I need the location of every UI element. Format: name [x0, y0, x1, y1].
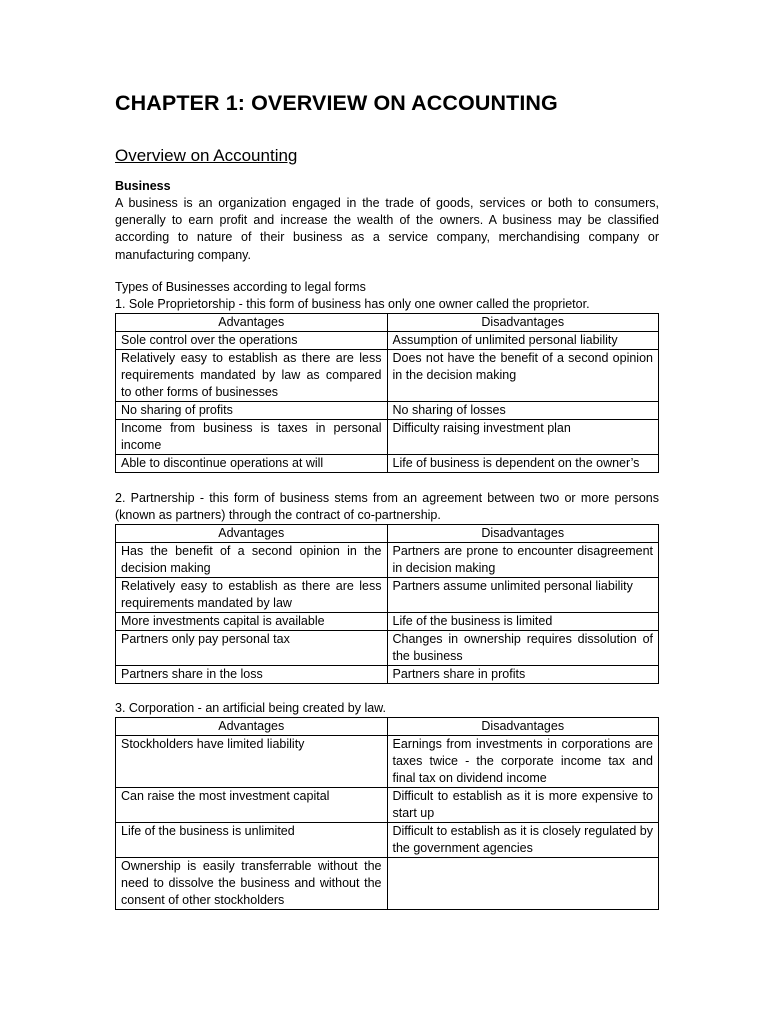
table-row — [116, 630, 659, 665]
table-row — [116, 419, 659, 454]
table-row — [116, 787, 659, 822]
section-title: Overview on Accounting — [115, 146, 298, 165]
advantage-cell: Sole control over the operations — [116, 331, 388, 349]
page-content — [115, 89, 659, 910]
table-row — [116, 331, 659, 349]
table-header-row — [116, 524, 659, 542]
disadvantage-cell: Assumption of unlimited personal liability — [387, 331, 659, 349]
advantage-cell: Partners share in the loss — [116, 665, 388, 683]
disadvantage-cell: Life of business is dependent on the owner’s — [387, 454, 659, 472]
table-header-row — [116, 313, 659, 331]
table-row — [116, 349, 659, 401]
corporation-table — [115, 717, 659, 910]
table-header-row — [116, 717, 659, 735]
disadvantages-header: Disadvantages — [387, 524, 659, 542]
disadvantage-cell: Partners are prone to encounter disagreement in decision making — [387, 542, 659, 577]
disadvantage-cell: Changes in ownership requires dissolution of the business — [387, 630, 659, 665]
advantage-cell: Relatively easy to establish as there are less requirements mandated by law as compared to other forms of businesses — [116, 349, 388, 401]
disadvantages-header: Disadvantages — [387, 313, 659, 331]
disadvantage-cell: Does not have the benefit of a second opinion in the decision making — [387, 349, 659, 401]
advantage-cell: Income from business is taxes in personal income — [116, 419, 388, 454]
disadvantage-cell: Difficult to establish as it is more expensive to start up — [387, 787, 659, 822]
spacer — [115, 684, 659, 700]
table-row — [116, 454, 659, 472]
disadvantage-cell: Partners assume unlimited personal liability — [387, 577, 659, 612]
disadvantage-cell: Partners share in profits — [387, 665, 659, 683]
disadvantage-cell: Difficulty raising investment plan — [387, 419, 659, 454]
disadvantage-cell — [387, 857, 659, 909]
advantage-cell: No sharing of profits — [116, 401, 388, 419]
advantages-header: Advantages — [116, 313, 388, 331]
table-row — [116, 577, 659, 612]
corporation-intro: 3. Corporation - an artificial being created by law. — [115, 700, 386, 715]
chapter-title: CHAPTER 1: OVERVIEW ON ACCOUNTING — [115, 91, 558, 115]
advantages-header: Advantages — [116, 524, 388, 542]
table-row — [116, 665, 659, 683]
disadvantages-header: Disadvantages — [387, 717, 659, 735]
disadvantage-cell: No sharing of losses — [387, 401, 659, 419]
advantage-cell: Able to discontinue operations at will — [116, 454, 388, 472]
spacer — [115, 473, 659, 490]
partnership-table — [115, 524, 659, 684]
business-heading: Business — [115, 179, 171, 193]
advantage-cell: Ownership is easily transferrable without the need to dissolve the business and without the consent of other stockholders — [116, 857, 388, 909]
advantage-cell: Stockholders have limited liability — [116, 735, 388, 787]
table-row — [116, 735, 659, 787]
advantage-cell: More investments capital is available — [116, 612, 388, 630]
disadvantage-cell: Difficult to establish as it is closely regulated by the government agencies — [387, 822, 659, 857]
business-paragraph: A business is an organization engaged in the trade of goods, services or both to consumers, generally to earn profit and increase the wealth of the owners. A business may be classified according to nature of their business as a service company, merchandising company or manufacturing company. — [115, 196, 659, 262]
table-row — [116, 822, 659, 857]
disadvantage-cell: Life of the business is limited — [387, 612, 659, 630]
table-row — [116, 857, 659, 909]
table-row — [116, 612, 659, 630]
sole-proprietorship-table — [115, 313, 659, 473]
advantage-cell: Can raise the most investment capital — [116, 787, 388, 822]
table-row — [116, 401, 659, 419]
partnership-intro: 2. Partnership - this form of business stems from an agreement between two or more persons (known as partners) through the contract of co-partnership. — [115, 490, 659, 522]
types-title: Types of Businesses according to legal forms — [115, 279, 366, 294]
advantage-cell: Relatively easy to establish as there are less requirements mandated by law — [116, 577, 388, 612]
advantages-header: Advantages — [116, 717, 388, 735]
advantage-cell: Partners only pay personal tax — [116, 630, 388, 665]
advantage-cell: Has the benefit of a second opinion in the decision making — [116, 542, 388, 577]
table-row — [116, 542, 659, 577]
sole-proprietorship-intro: 1. Sole Proprietorship - this form of business has only one owner called the proprietor. — [115, 296, 590, 311]
advantage-cell: Life of the business is unlimited — [116, 822, 388, 857]
disadvantage-cell: Earnings from investments in corporations are taxes twice - the corporate income tax and final tax on dividend income — [387, 735, 659, 787]
